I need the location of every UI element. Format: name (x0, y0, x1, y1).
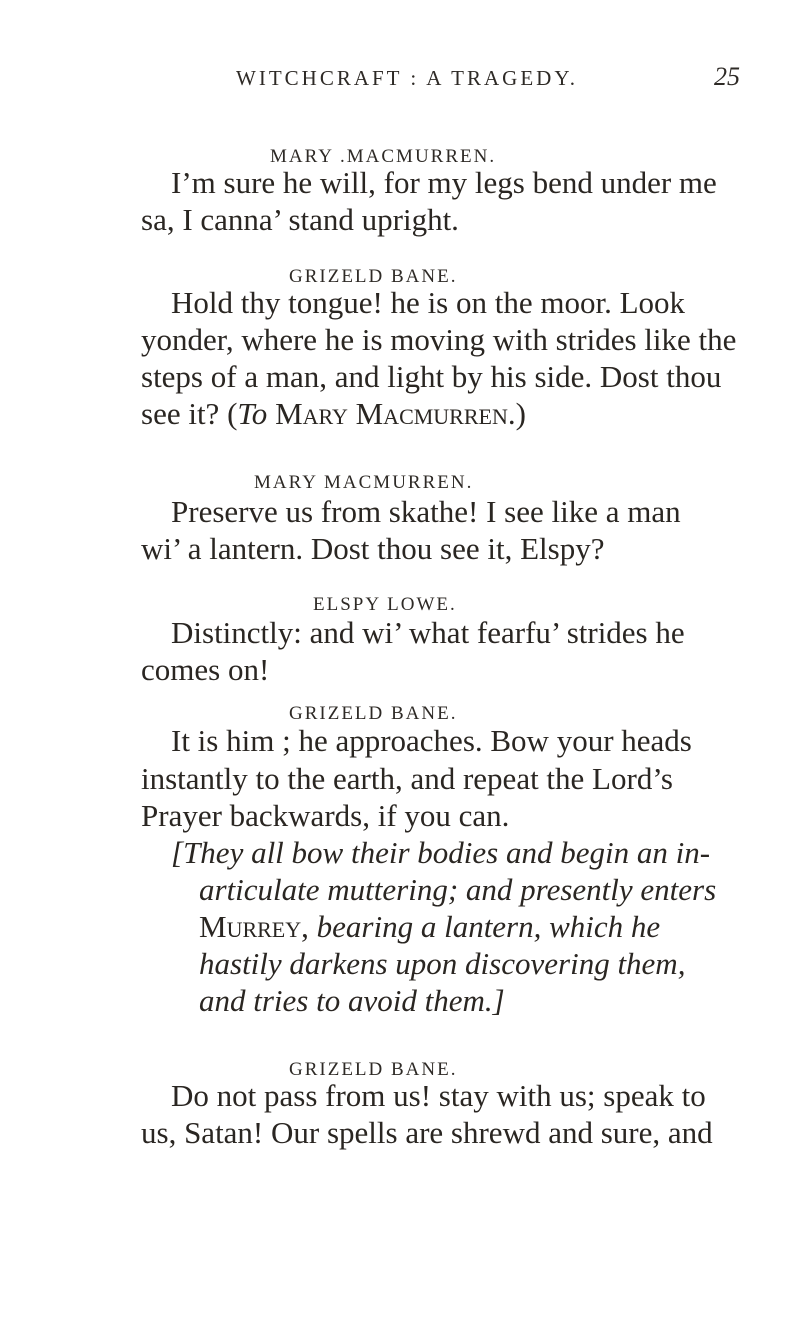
stage-direction-open: ( (227, 396, 238, 431)
dialogue-line: us, Satan! Our spells are shrewd and sure, and (141, 1115, 713, 1150)
dialogue-line: instantly to the earth, and repeat the Lord’s (141, 761, 673, 796)
stage-direction-line: and tries to avoid them.] (199, 983, 505, 1018)
speaker-name: GRIZELD BANE. (289, 1059, 458, 1080)
dialogue-text: see it? (141, 396, 220, 431)
dialogue-line (141, 396, 526, 432)
dialogue-line: sa, I canna’ stand upright. (141, 202, 459, 237)
dialogue-line: yonder, where he is moving with strides like the (141, 322, 737, 357)
speaker-name: MARY MACMURREN. (254, 472, 474, 493)
dialogue-line: I’m sure he will, for my legs bend under me (171, 165, 717, 200)
dialogue-line: Distinctly: and wi’ what fearfu’ strides he (171, 615, 685, 650)
dialogue-line: steps of a man, and light by his side. Dost thou (141, 359, 722, 394)
stage-direction-line (199, 909, 660, 945)
character-name: Murrey, (199, 909, 309, 944)
running-title: WITCHCRAFT : A TRAGEDY. (236, 66, 579, 90)
stage-direction-line: hastily darkens upon discovering them, (199, 946, 686, 981)
stage-direction-line: articulate muttering; and presently enters (199, 872, 717, 907)
dialogue-line: Hold thy tongue! he is on the moor. Look (171, 285, 686, 320)
speaker-name: GRIZELD BANE. (289, 266, 458, 287)
page-number: 25 (714, 62, 740, 91)
stage-direction-to: To (237, 396, 268, 431)
speaker-name: MARY .MACMURREN. (270, 146, 497, 167)
speaker-name: ELSPY LOWE. (313, 594, 457, 615)
dialogue-line: comes on! (141, 652, 270, 687)
dialogue-line: Do not pass from us! stay with us; speak to (171, 1078, 706, 1113)
dialogue-line: wi’ a lantern. Dost thou see it, Elspy? (141, 531, 605, 566)
speaker-name: GRIZELD BANE. (289, 703, 458, 724)
stage-direction-name: Mary Macmurren.) (275, 396, 526, 431)
dialogue-line: Preserve us from skathe! I see like a man (171, 494, 681, 529)
dialogue-line: It is him ; he approaches. Bow your heads (171, 723, 692, 758)
dialogue-line: Prayer backwards, if you can. (141, 798, 510, 833)
stage-direction-text: bearing a lantern, which he (316, 909, 661, 944)
stage-direction-line: [They all bow their bodies and begin an in- (171, 835, 711, 870)
